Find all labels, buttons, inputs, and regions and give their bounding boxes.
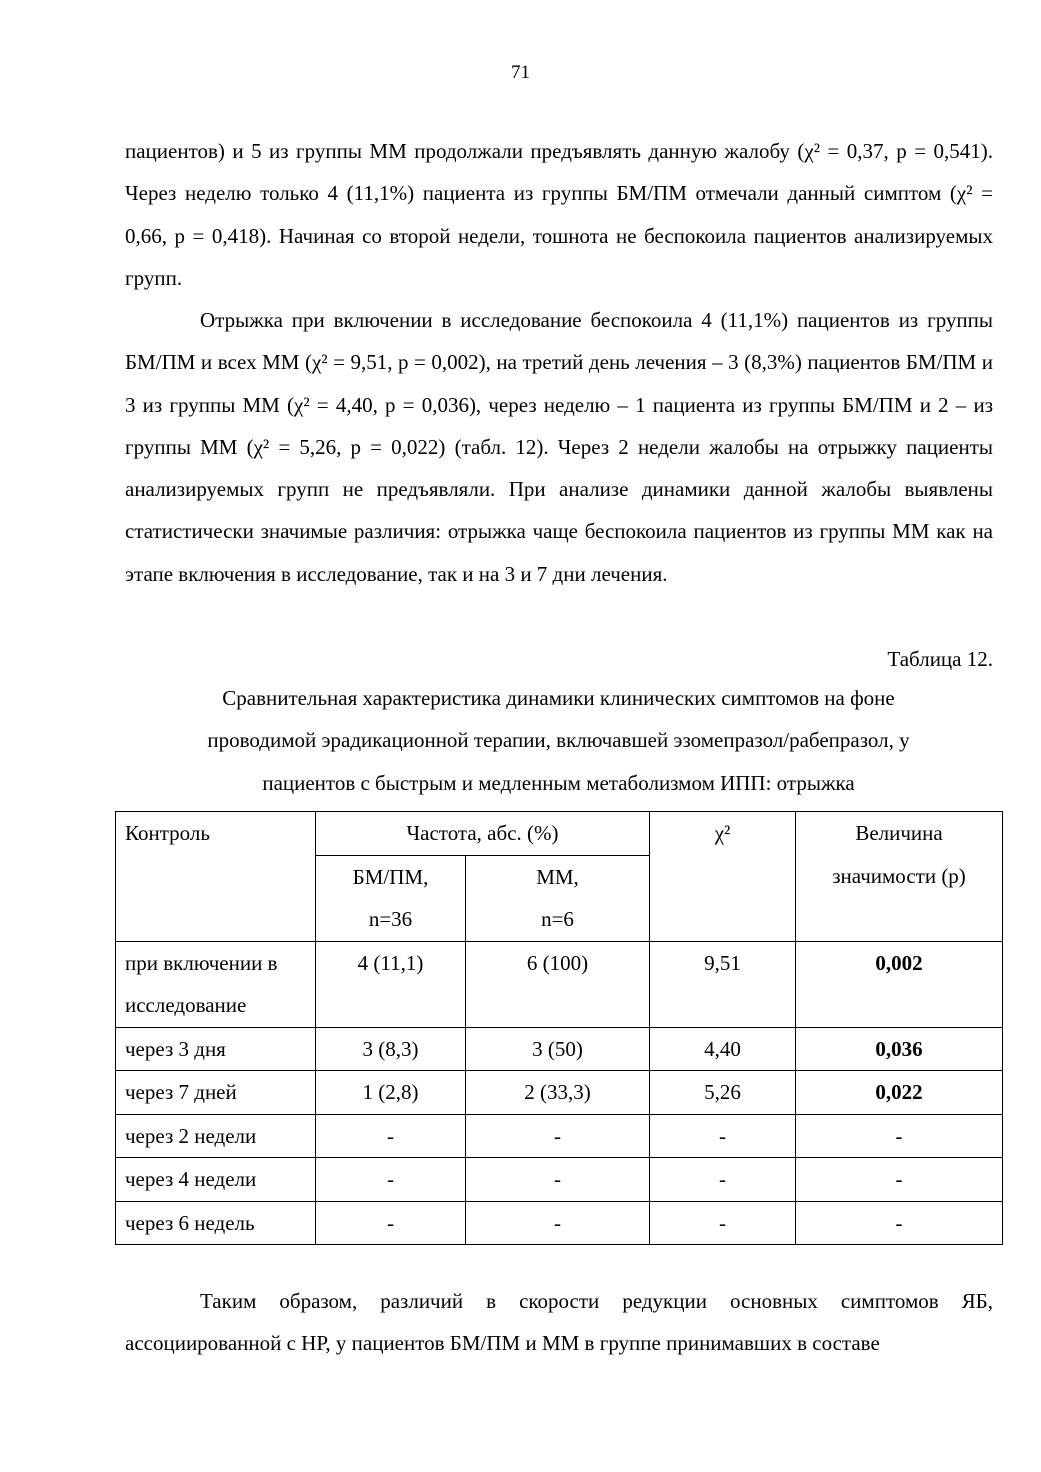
cell-control: через 6 недель: [116, 1201, 316, 1245]
table-row: [116, 1201, 1003, 1245]
table-row: [116, 1158, 1003, 1202]
table-title-line-2: проводимой эрадикационной терапии, включавшей эзомепразол/рабепразол, у: [207, 728, 910, 753]
cell-control: через 3 дня: [116, 1027, 316, 1071]
cell-bm-pm: -: [316, 1201, 466, 1245]
cell-p-value: 0,022: [796, 1071, 1003, 1115]
cell-chi-square: -: [650, 1201, 796, 1245]
table-title-line-3: пациентов с быстрым и медленным метаболизмом ИПП: отрыжка: [262, 770, 855, 795]
cell-control: при включении в исследование: [116, 941, 316, 1027]
cell-p-value: -: [796, 1114, 1003, 1158]
cell-mm: 2 (33,3): [466, 1071, 650, 1115]
belching-dynamics-table: [115, 811, 1003, 1245]
page-number: 71: [511, 62, 530, 83]
header-group-mm: [466, 855, 650, 941]
cell-mm: -: [466, 1158, 650, 1202]
table-row: [116, 1027, 1003, 1071]
header-significance-line-2: значимости (р): [832, 863, 966, 888]
header-group-mm-name: ММ,: [536, 864, 579, 889]
cell-chi-square: -: [650, 1114, 796, 1158]
table-row: [116, 1114, 1003, 1158]
cell-control: через 7 дней: [116, 1071, 316, 1115]
cell-control: через 4 недели: [116, 1158, 316, 1202]
cell-p-value: -: [796, 1201, 1003, 1245]
header-significance: [796, 812, 1003, 942]
cell-p-value: 0,002: [796, 941, 1003, 1027]
cell-bm-pm: 1 (2,8): [316, 1071, 466, 1115]
cell-chi-square: 5,26: [650, 1071, 796, 1115]
cell-bm-pm: 3 (8,3): [316, 1027, 466, 1071]
header-frequency: Частота, абс. (%): [316, 812, 650, 856]
cell-p-value: 0,036: [796, 1027, 1003, 1071]
header-control: Контроль: [116, 812, 316, 942]
paragraph-nausea-continued: пациентов) и 5 из группы ММ продолжали предъявлять данную жалобу (χ² = 0,37, р = 0,541). Через неделю только 4 (11,1%) пациента из группы БМ/ПМ отмечали данный симптом (χ² = 0,66, р = 0,418). Начиная со второй недели, тошнота не беспокоила пациентов анализируемых групп.: [125, 139, 993, 290]
cell-mm: 3 (50): [466, 1027, 650, 1071]
paragraph-conclusion: Таким образом, различий в скорости редукции основных симптомов ЯБ, ассоциированной с НР, у пациентов БМ/ПМ и ММ в группе принимавших в составе: [125, 1289, 993, 1356]
cell-p-value: -: [796, 1158, 1003, 1202]
header-group-mm-n: n=6: [541, 907, 574, 931]
table-title: [115, 677, 1002, 804]
cell-mm: 6 (100): [466, 941, 650, 1027]
header-chi-square: χ²: [650, 812, 796, 942]
cell-control: через 2 недели: [116, 1114, 316, 1158]
table-title-line-1: Сравнительная характеристика динамики клинических симптомов на фоне: [222, 686, 895, 710]
header-group-bm-pm-name: БМ/ПМ,: [352, 864, 429, 889]
header-group-bm-pm-n: n=36: [368, 907, 413, 931]
table-row: [116, 941, 1003, 1027]
table-row: [116, 1071, 1003, 1115]
cell-mm: -: [466, 1201, 650, 1245]
cell-chi-square: 9,51: [650, 941, 796, 1027]
cell-chi-square: 4,40: [650, 1027, 796, 1071]
cell-bm-pm: -: [316, 1114, 466, 1158]
cell-chi-square: -: [650, 1158, 796, 1202]
cell-bm-pm: -: [316, 1158, 466, 1202]
cell-bm-pm: 4 (11,1): [316, 941, 466, 1027]
table-number: Таблица 12.: [887, 647, 993, 671]
header-significance-line-1: Величина: [855, 821, 943, 845]
cell-mm: -: [466, 1114, 650, 1158]
header-group-bm-pm: [316, 855, 466, 941]
table-header-row: [116, 812, 1003, 856]
paragraph-belching: Отрыжка при включении в исследование беспокоила 4 (11,1%) пациентов из группы БМ/ПМ и всех ММ (χ² = 9,51, р = 0,002), на третий день лечения – 3 (8,3%) пациентов БМ/ПМ и 3 из группы ММ (χ² = 4,40, р = 0,036), через неделю – 1 пациента из группы БМ/ПМ и 2 – из группы ММ (χ² = 5,26, р = 0,022) (табл. 12). Через 2 недели жалобы на отрыжку пациенты анализируемых групп не предъявляли. При анализе динамики данной жалобы выявлены статистически значимые различия: отрыжка чаще беспокоила пациентов из группы ММ как на этапе включения в исследование, так и на 3 и 7 дни лечения.: [125, 308, 993, 586]
